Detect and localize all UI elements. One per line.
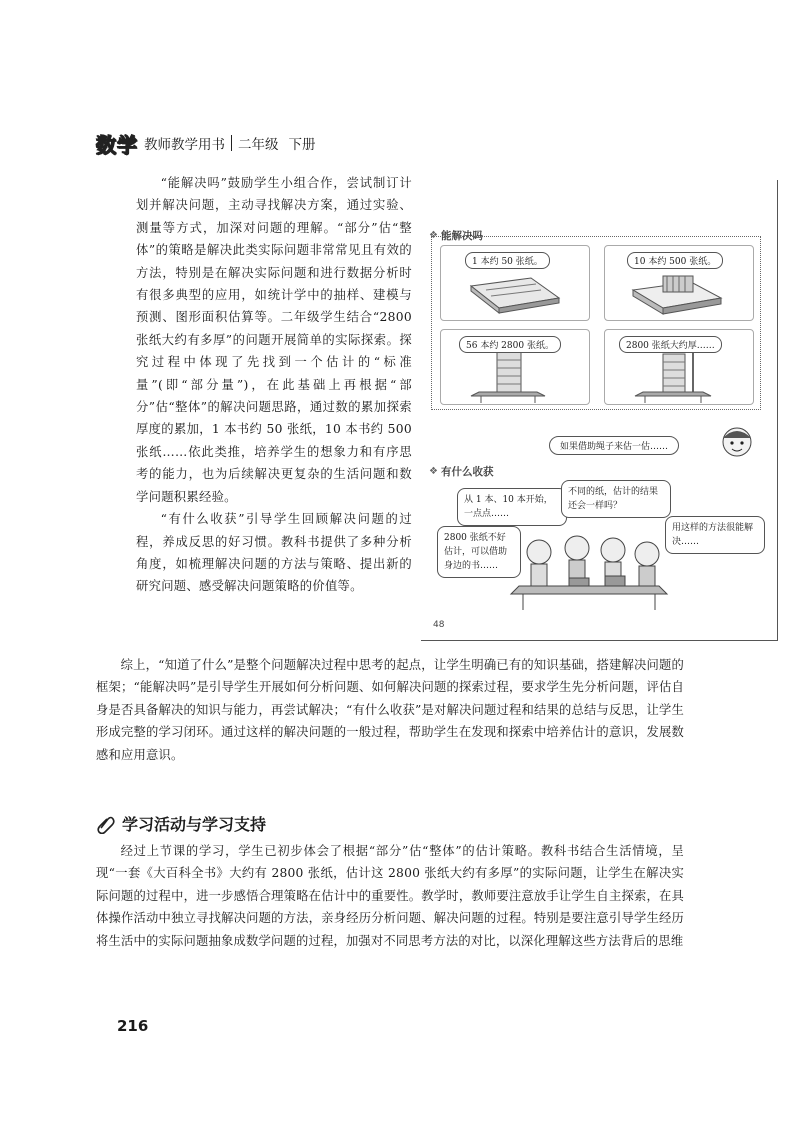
section-label-text: 能解决吗 xyxy=(440,230,483,242)
paragraph-can-solve: “能解决吗”鼓励学生小组合作，尝试制订计划并解决问题，主动寻找解决方案，通过实验、测量等方式，加深对问题的理解。“部分”估“整体”的策略是解决此类实际问题非常常见且有效的方法，特别是在解决实际问题和进行数据分析时有很多典型的应用，如统计学中的抽样、建模与预测、图形面积估算等。二年级学生结合“2800 张纸大约有多厚”的问题开展简单的实际探索。探究过程中体现了先找到一个估计的“标准量”(即“部分量”)，在此基础上再根据“部分”估“整体”的解决问题思路，通过数的累加探索厚度的累加，1 本书约 50 张纸，10 本书约 500 张纸……依此类推，培养学生的想象力和有序思考的能力，也为后续解决更复杂的生活问题和数学问题积累经验。 xyxy=(136,176,412,504)
diamond-icon: ❖ xyxy=(429,466,438,477)
section-heading-text: 学习活动与学习支持 xyxy=(122,815,267,834)
panel-caption: 56 本约 2800 张纸。 xyxy=(459,336,561,353)
book-title: 教师教学用书 xyxy=(144,137,225,153)
page-number: 216 xyxy=(117,1017,149,1035)
section-label-gains xyxy=(429,464,493,479)
panel-caption: 10 本约 500 张纸。 xyxy=(627,252,723,269)
panel-ten-books xyxy=(604,245,754,321)
panel-caption: 1 本约 50 张纸。 xyxy=(465,252,550,269)
students-at-table-illustration xyxy=(509,532,669,612)
section-heading xyxy=(96,812,266,835)
panel-one-book xyxy=(440,245,590,321)
logo-char-1: 数 xyxy=(96,132,116,157)
child-face-icon xyxy=(717,424,757,460)
section-label-text: 有什么收获 xyxy=(440,466,494,478)
thinking-caption: 如果借助绳子来估一估…… xyxy=(549,436,679,455)
summary-paragraph: 综上，“知道了什么”是整个问题解决过程中思考的起点，让学生明确已有的知识基础，搭建解决问题的框架；“能解决吗”是引导学生开展如何分析问题、如何解决问题的探索过程，要求学生先分析问题，评估自身是否具备解决的知识与能力，再尝试解决；“有什么收获”是对解决问题过程和结果的总结与反思，让学生形成完整的学习闭环。通过这样的解决问题的一般过程，帮助学生在发现和探索中培养估计的意识，发展数感和应用意识。 xyxy=(96,658,684,762)
textbook-page-number: 48 xyxy=(433,620,445,630)
volume-label: 下册 xyxy=(288,137,316,153)
panel-caption: 2800 张纸大约厚…… xyxy=(619,336,722,353)
speech-bubble-4: 用这样的方法很能解决…… xyxy=(665,516,765,554)
textbook-page-image xyxy=(421,180,778,641)
panel-2800-sheets xyxy=(604,329,754,405)
panel-56-books xyxy=(440,329,590,405)
grade-label: 二年级 xyxy=(238,137,279,153)
speech-bubble-1: 从 1 本、10 本开始，一点点…… xyxy=(457,488,567,526)
illustration-frame xyxy=(431,236,761,410)
left-column-text xyxy=(136,172,412,598)
speech-bubble-2: 不同的纸，估计的结果还会一样吗？ xyxy=(561,480,671,518)
speech-bubble-3: 2800 张纸不好估计，可以借助身边的书…… xyxy=(437,526,521,578)
running-header xyxy=(96,128,316,158)
subject-logo xyxy=(96,129,138,158)
header-divider xyxy=(231,135,232,151)
paragraph-what-gained: “有什么收获”引导学生回顾解决问题的过程，养成反思的好习惯。教科书提供了多种分析角度，如梳理解决问题的方法与策略、提出新的研究问题、感受解决问题策略的价值等。 xyxy=(136,512,412,594)
diamond-icon: ❖ xyxy=(429,230,438,241)
section-paragraph: 经过上节课的学习，学生已初步体会了根据“部分”估“整体”的估计策略。教科书结合生活情境，呈现“一套《大百科全书》大约有 2800 张纸，估计这 2800 张纸大约有多厚”的实际问题，让学生在解决实际问题的过程中，进一步感悟合理策略在估计中的重要性。教学时，教师要注意放手让学生自主探索，在具体操作活动中独立寻找解决问题的方法，亲身经历分析问题、解决问题的过程。特别是要注意引导学生经历将生活中的实际问题抽象成数学问题的过程，加强对不同思考方法的对比，以深化理解这些方法背后的思维 xyxy=(96,844,684,948)
logo-char-2: 学 xyxy=(117,132,137,157)
paperclip-icon xyxy=(96,814,116,834)
